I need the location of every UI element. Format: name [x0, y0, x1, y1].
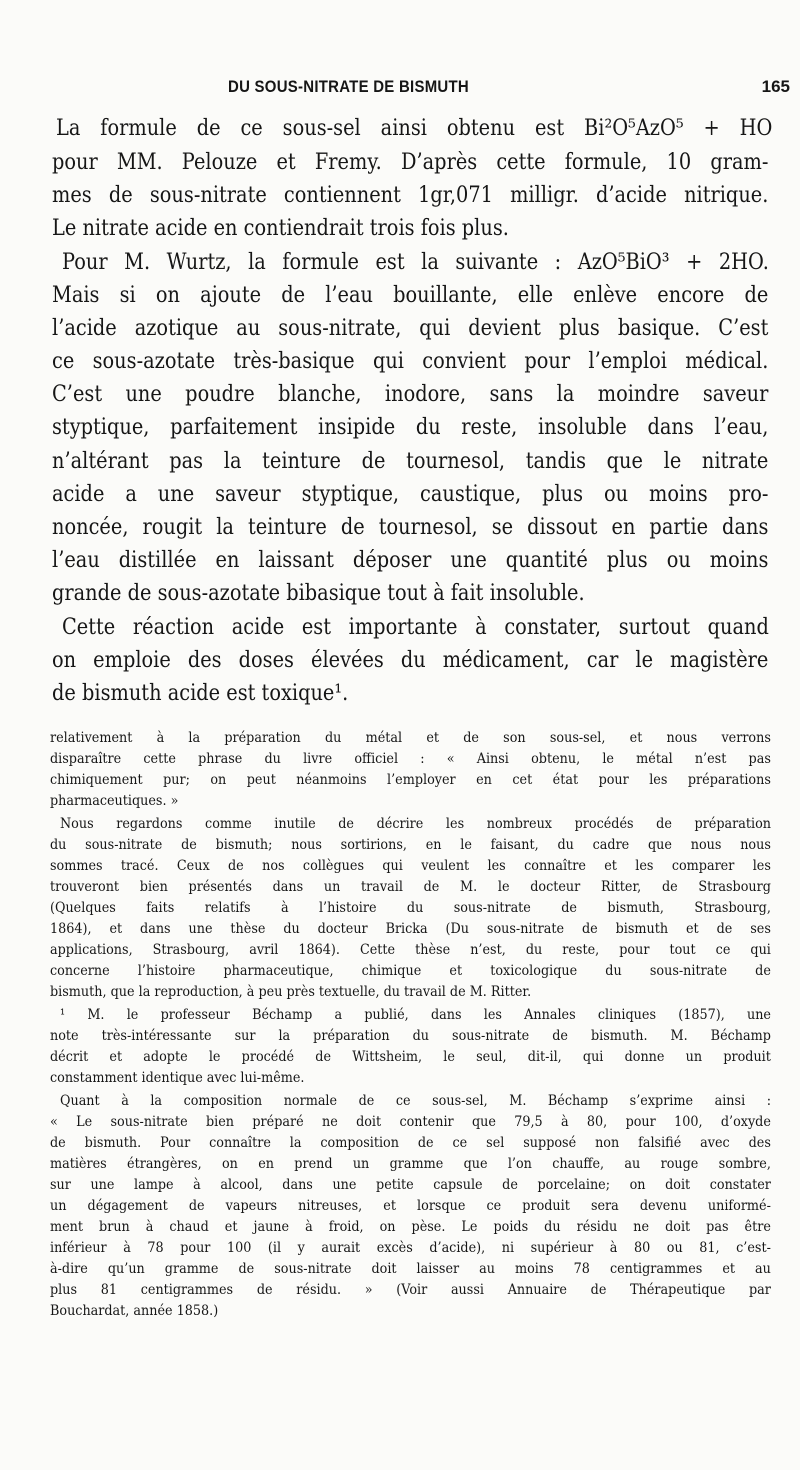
running-title: DU SOUS-NITRATE DE BISMUTH [228, 77, 469, 96]
footnote-line: bismuth, que la reproduction, à peu près textuelle, du travail de M. Ritter. [50, 984, 532, 1000]
body-line: l’acide azotique au sous-nitrate, qui devient plus basique. C’est [52, 315, 769, 341]
body-line: acide a une saveur styptique, caustique, plus ou moins pro- [52, 481, 769, 507]
footnote-line: plus 81 centigrammes de résidu. » (Voir aussi Annuaire de Thérapeutique par [50, 1282, 771, 1298]
footnote-line: 1864), et dans une thèse du docteur Bricka (Du sous-nitrate de bismuth et de ses [50, 921, 771, 937]
footnote-line: sur une lampe à alcool, dans une petite capsule de porcelaine; on doit constater [50, 1177, 771, 1193]
body-line: Mais si on ajoute de l’eau bouillante, elle enlève encore de [52, 282, 769, 308]
body-line: C’est une poudre blanche, inodore, sans la moindre saveur [52, 381, 769, 407]
body-line: de bismuth acide est toxique¹. [52, 680, 349, 706]
footnote-line: constamment identique avec lui-même. [50, 1070, 305, 1086]
footnote-line: ¹ M. le professeur Béchamp a publié, dans les Annales cliniques (1857), une [60, 1007, 771, 1023]
footnote-line: à-dire qu’un gramme de sous-nitrate doit laisser au moins 78 centigrammes et au [50, 1261, 771, 1277]
footnote-line: ment brun à chaud et jaune à froid, on pèse. Le poids du résidu ne doit pas être [50, 1219, 771, 1235]
footnote-line: (Quelques faits relatifs à l’histoire du sous-nitrate de bismuth, Strasbourg, [50, 900, 771, 916]
footnote-line: relativement à la préparation du métal et de son sous-sel, et nous verrons [50, 730, 771, 746]
footnote-line: Bouchardat, année 1858.) [50, 1303, 219, 1319]
footnote-line: trouveront bien présentés dans un travail de M. le docteur Ritter, de Strasbourg [50, 879, 771, 895]
footnote-line: sommes tracé. Ceux de nos collègues qui veulent les connaître et les comparer les [50, 858, 771, 874]
footnote-line: Nous regardons comme inutile de décrire les nombreux procédés de préparation [60, 816, 771, 832]
running-head [110, 77, 790, 99]
footnote-line: du sous-nitrate de bismuth; nous sortirions, en le faisant, du cadre que nous nous [50, 837, 771, 853]
body-line: mes de sous-nitrate contiennent 1gr,071 milligr. d’acide nitrique. [52, 182, 769, 208]
body-line: Le nitrate acide en contiendrait trois fois plus. [52, 215, 509, 241]
body-line: l’eau distillée en laissant déposer une quantité plus ou moins [52, 547, 769, 573]
footnote-line: matières étrangères, on en prend un gramme que l’on chauffe, au rouge sombre, [50, 1156, 771, 1172]
footnote-line: un dégagement de vapeurs nitreuses, et lorsque ce produit sera devenu uniformé- [50, 1198, 771, 1214]
body-line: Cette réaction acide est importante à constater, surtout quand [62, 614, 769, 640]
footnote-line: chimiquement pur; on peut néanmoins l’employer en cet état pour les préparations [50, 772, 771, 788]
footnote-line: Quant à la composition normale de ce sous-sel, M. Béchamp s’exprime ainsi : [60, 1093, 771, 1109]
footnote-line: décrit et adopte le procédé de Wittsheim, le seul, dit-il, qui donne un produit [50, 1049, 771, 1065]
footnote-line: disparaître cette phrase du livre officiel : « Ainsi obtenu, le métal n’est pas [50, 751, 771, 767]
body-line: on emploie des doses élevées du médicament, car le magistère [52, 647, 769, 673]
footnote-line: pharmaceutiques. » [50, 793, 179, 809]
footnote-line: de bismuth. Pour connaître la composition de ce sel supposé non falsifié avec des [50, 1135, 771, 1151]
footnote-line: applications, Strasbourg, avril 1864). Cette thèse n’est, du reste, pour tout ce qui [50, 942, 771, 958]
page-number: 165 [761, 77, 790, 96]
body-line: noncée, rougit la teinture de tournesol, se dissout en partie dans [52, 514, 769, 540]
body-line: pour MM. Pelouze et Fremy. D’après cette formule, 10 gram- [52, 149, 769, 175]
footnote-line: « Le sous-nitrate bien préparé ne doit contenir que 79,5 à 80, pour 100, d’oxyde [50, 1114, 771, 1130]
body-line: Pour M. Wurtz, la formule est la suivante : AzO⁵BiO³ + 2HO. [62, 249, 769, 275]
footnote-line: concerne l’histoire pharmaceutique, chimique et toxicologique du sous-nitrate de [50, 963, 771, 979]
footnote-line: note très-intéressante sur la préparation du sous-nitrate de bismuth. M. Béchamp [50, 1028, 771, 1044]
body-line: grande de sous-azotate bibasique tout à fait insoluble. [52, 580, 585, 606]
body-line: ce sous-azotate très-basique qui convient pour l’emploi médical. [52, 348, 769, 374]
footnote-line: inférieur à 78 pour 100 (il y aurait excès d’acide), ni supérieur à 80 ou 81, c’est- [50, 1240, 771, 1256]
body-line: styptique, parfaitement insipide du reste, insoluble dans l’eau, [52, 414, 769, 440]
body-line: n’altérant pas la teinture de tournesol, tandis que le nitrate [52, 448, 769, 474]
body-line: La formule de ce sous-sel ainsi obtenu est Bi²O⁵AzO⁵ + HO [56, 115, 773, 141]
